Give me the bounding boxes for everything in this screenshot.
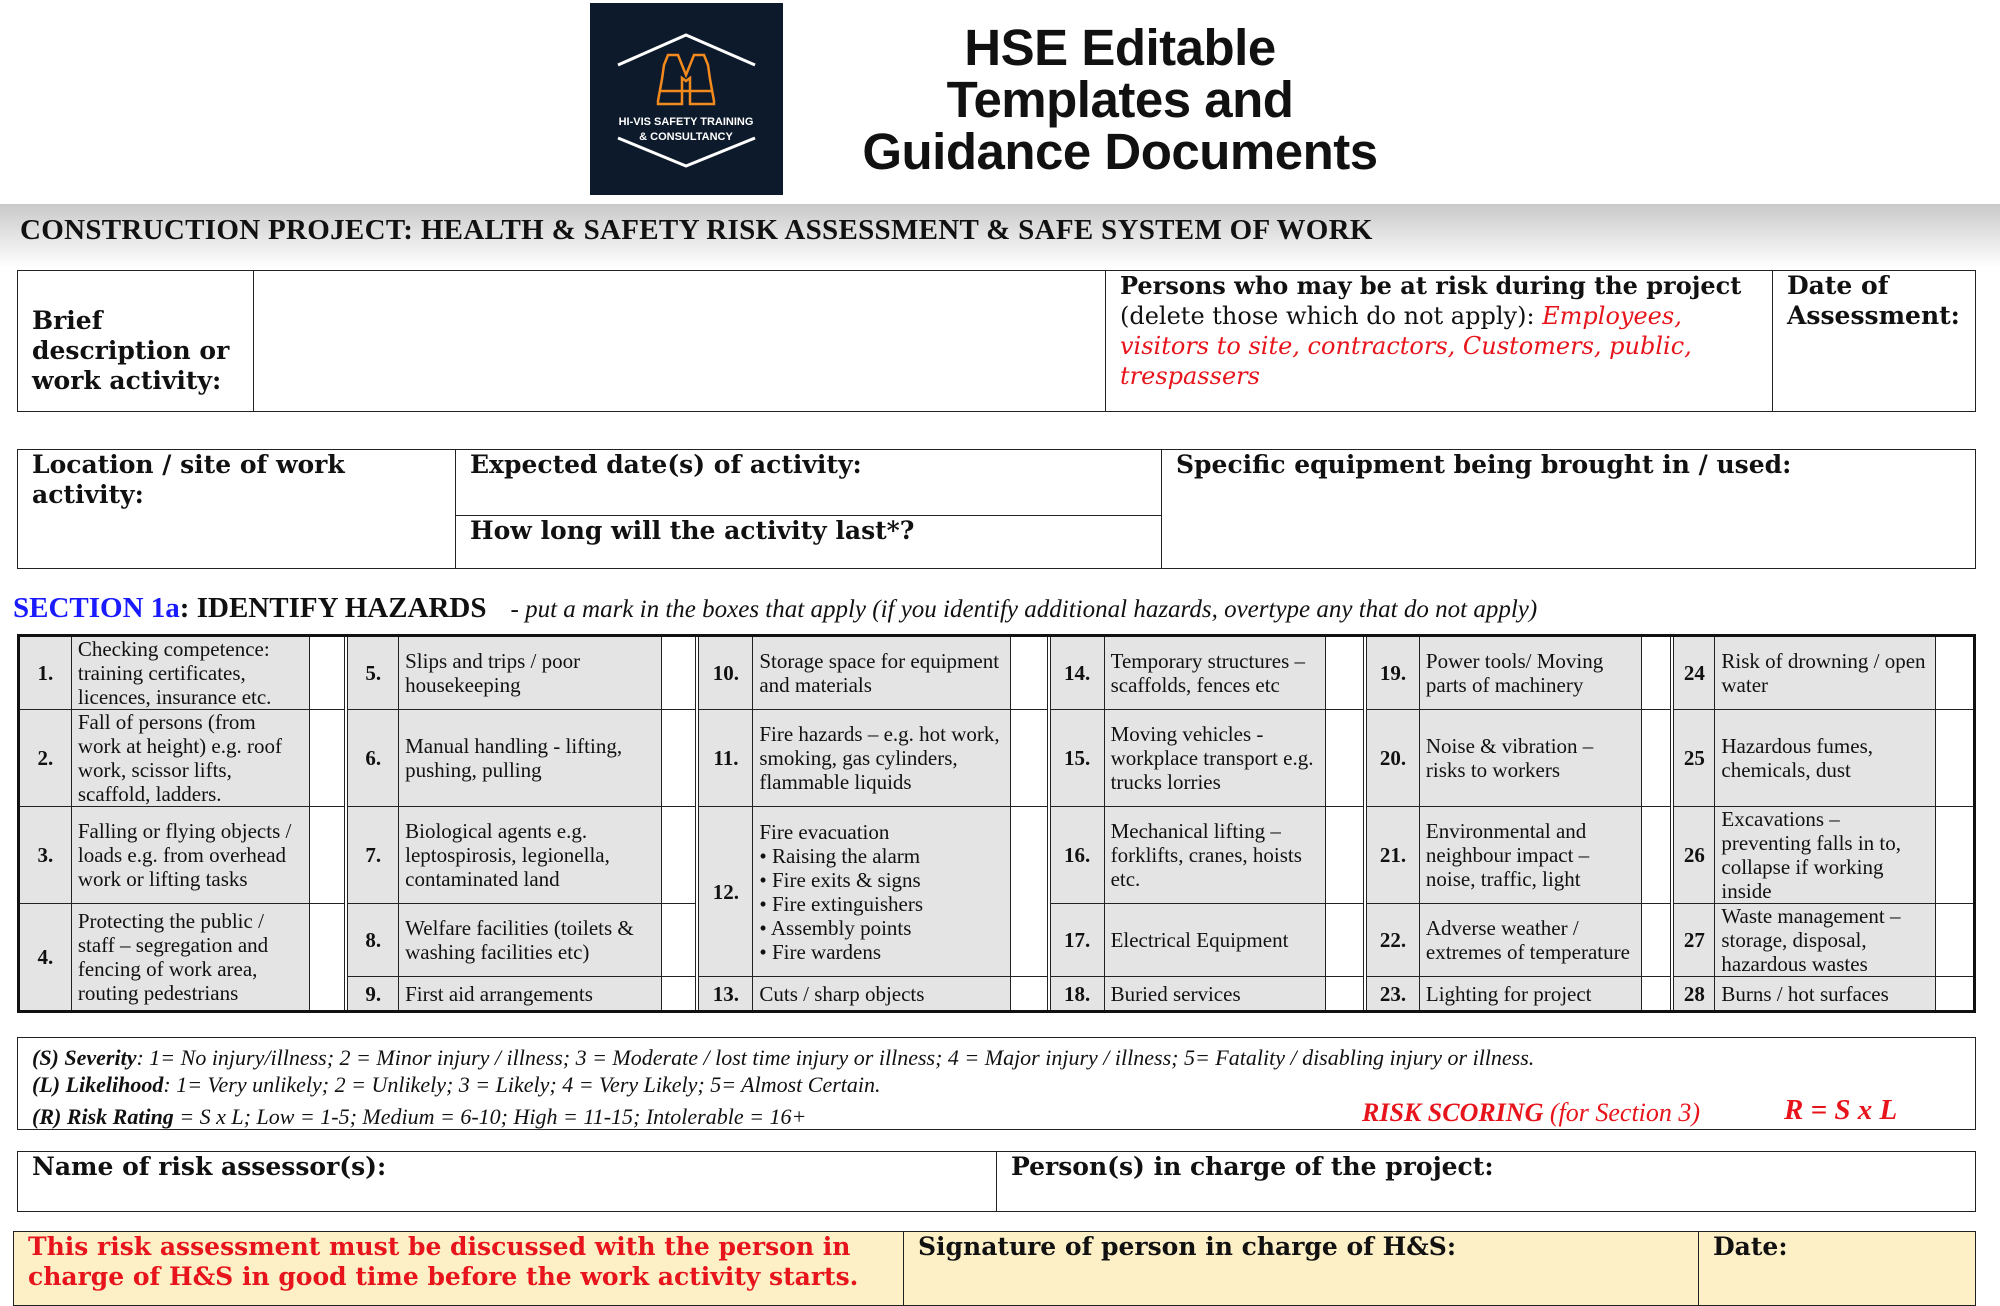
hazard-number: 15. bbox=[1050, 710, 1104, 807]
hazard-checkbox[interactable] bbox=[1935, 710, 1974, 807]
hazard-number: 11. bbox=[699, 710, 753, 807]
hazard-number: 5. bbox=[348, 636, 399, 710]
hazard-number: 24 bbox=[1674, 636, 1715, 710]
svg-text:HI-VIS SAFETY TRAINING: HI-VIS SAFETY TRAINING bbox=[618, 116, 754, 128]
hazard-number: 6. bbox=[348, 710, 399, 807]
hazard-label: First aid arrangements bbox=[399, 977, 661, 1012]
hazard-checkbox[interactable] bbox=[661, 904, 696, 977]
severity-line: (S) Severity: 1= No injury/illness; 2 = Minor injury / illness; 3 = Moderate / lost time injury or illness; 4 = Major injury / illness; 5= Fatality / disabling injury or illness. bbox=[32, 1045, 1535, 1070]
hazard-label: Manual handling - lifting, pushing, pulling bbox=[399, 710, 661, 807]
hazard-label: Temporary structures – scaffolds, fences etc bbox=[1104, 636, 1326, 710]
document-title bbox=[800, 19, 1440, 180]
hazard-number: 27 bbox=[1674, 904, 1715, 977]
persons-hint: (delete those which do not apply): bbox=[1120, 302, 1543, 330]
hazard-checkbox[interactable] bbox=[1010, 977, 1047, 1012]
brief-description-label: Brief description or work activity: bbox=[18, 271, 254, 412]
hazard-number: 4. bbox=[19, 904, 72, 1012]
hazard-label: Cuts / sharp objects bbox=[753, 977, 1010, 1012]
hazard-number: 13. bbox=[699, 977, 753, 1012]
person-in-charge-label[interactable]: Person(s) in charge of the project: bbox=[997, 1152, 1976, 1212]
persons-at-risk-label: Persons who may be at risk during the project bbox=[1120, 271, 1742, 300]
hazard-label: Electrical Equipment bbox=[1104, 904, 1326, 977]
hazard-checkbox[interactable] bbox=[1935, 904, 1974, 977]
hazard-number: 3. bbox=[19, 807, 72, 904]
section-number: SECTION 1a bbox=[13, 592, 180, 624]
list-item: • Raising the alarm bbox=[759, 844, 1003, 868]
likelihood-line: (L) Likelihood: 1= Very unlikely; 2 = Unlikely; 3 = Likely; 4 = Very Likely; 5= Almost Certain. bbox=[32, 1072, 881, 1097]
section-instruction: - put a mark in the boxes that apply (if you identify additional hazards, overtype any that do not apply) bbox=[510, 596, 1538, 623]
hazard-number: 18. bbox=[1050, 977, 1104, 1012]
title-line: HSE Editable bbox=[964, 19, 1276, 76]
hazard-number: 21. bbox=[1366, 807, 1419, 904]
title-line: Guidance Documents bbox=[862, 123, 1378, 180]
hazard-checkbox[interactable] bbox=[1641, 807, 1671, 904]
list-item: • Fire wardens bbox=[759, 940, 1003, 964]
hazard-number: 19. bbox=[1366, 636, 1419, 710]
assessment-info-table bbox=[17, 270, 1976, 412]
hazard-checkbox[interactable] bbox=[310, 710, 345, 807]
hazard-checkbox[interactable] bbox=[661, 807, 696, 904]
hazard-number: 25 bbox=[1674, 710, 1715, 807]
hazard-checkbox[interactable] bbox=[310, 807, 345, 904]
hazard-label: Mechanical lifting – forklifts, cranes, hoists etc. bbox=[1104, 807, 1326, 904]
expected-dates-label[interactable]: Expected date(s) of activity: bbox=[456, 450, 1162, 516]
location-label[interactable]: Location / site of work activity: bbox=[18, 450, 456, 569]
hazard-checkbox[interactable] bbox=[310, 904, 345, 1012]
hazard-label: Risk of drowning / open water bbox=[1715, 636, 1936, 710]
hazard-number: 20. bbox=[1366, 710, 1419, 807]
hazard-label: Burns / hot surfaces bbox=[1715, 977, 1936, 1012]
hazard-checkbox[interactable] bbox=[1935, 636, 1974, 710]
signoff-table bbox=[13, 1231, 1976, 1306]
hazard-label: Adverse weather / extremes of temperature bbox=[1419, 904, 1641, 977]
hazard-checkbox[interactable] bbox=[661, 710, 696, 807]
main-heading: CONSTRUCTION PROJECT: HEALTH & SAFETY RISK ASSESSMENT & SAFE SYSTEM OF WORK bbox=[20, 214, 1373, 246]
hazard-label: Fire hazards – e.g. hot work, smoking, gas cylinders, flammable liquids bbox=[753, 710, 1010, 807]
title-line: Templates and bbox=[946, 71, 1294, 128]
list-item: • Fire exits & signs bbox=[759, 868, 1003, 892]
hazard-label: Falling or flying objects / loads e.g. from overhead work or lifting tasks bbox=[71, 807, 310, 904]
activity-info-table bbox=[17, 449, 1976, 569]
hazard-number: 2. bbox=[19, 710, 72, 807]
hazard-checkbox[interactable] bbox=[310, 636, 345, 710]
hazard-label: Power tools/ Moving parts of machinery bbox=[1419, 636, 1641, 710]
hazard-checkbox[interactable] bbox=[1326, 977, 1364, 1012]
svg-text:& CONSULTANCY: & CONSULTANCY bbox=[639, 131, 733, 143]
company-logo bbox=[590, 3, 783, 195]
hazard-checkbox[interactable] bbox=[1641, 636, 1671, 710]
risk-rating-line: (R) Risk Rating = S x L; Low = 1-5; Medium = 6-10; High = 11-15; Intolerable = 16+ RISK SCORING (for Section 3) R = S x L bbox=[32, 1094, 1898, 1129]
hazard-checkbox[interactable] bbox=[1010, 710, 1047, 807]
hazards-table bbox=[17, 634, 1976, 1013]
hazard-checkbox[interactable] bbox=[1641, 710, 1671, 807]
hazard-number: 8. bbox=[348, 904, 399, 977]
hazard-label: Lighting for project bbox=[1419, 977, 1641, 1012]
hazard-number: 16. bbox=[1050, 807, 1104, 904]
date-of-assessment-label[interactable]: Date of Assessment: bbox=[1773, 271, 1976, 412]
hazard-number: 7. bbox=[348, 807, 399, 904]
hazard-number: 17. bbox=[1050, 904, 1104, 977]
hazard-number: 14. bbox=[1050, 636, 1104, 710]
signoff-date-label[interactable]: Date: bbox=[1699, 1232, 1976, 1306]
hazard-checkbox[interactable] bbox=[1326, 710, 1364, 807]
hazard-label: Buried services bbox=[1104, 977, 1326, 1012]
hazard-checkbox[interactable] bbox=[1326, 807, 1364, 904]
hazard-number: 10. bbox=[699, 636, 753, 710]
hazard-label: Biological agents e.g. leptospirosis, legionella, contaminated land bbox=[399, 807, 661, 904]
hazard-label: Excavations – preventing falls in to, collapse if working inside bbox=[1715, 807, 1936, 904]
hazard-label: Environmental and neighbour impact – noise, traffic, light bbox=[1419, 807, 1641, 904]
hazard-checkbox[interactable] bbox=[1641, 977, 1671, 1012]
hazard-checkbox[interactable] bbox=[1326, 904, 1364, 977]
hazard-label: Slips and trips / poor housekeeping bbox=[399, 636, 661, 710]
section-heading: SECTION 1a: IDENTIFY HAZARDS - put a mark in the boxes that apply (if you identify additional hazards, overtype any that do not apply) bbox=[13, 592, 1538, 624]
hazard-checkbox[interactable] bbox=[1641, 904, 1671, 977]
hazard-label: Welfare facilities (toilets & washing facilities etc) bbox=[399, 904, 661, 977]
hazard-number: 1. bbox=[19, 636, 72, 710]
section-title: IDENTIFY HAZARDS bbox=[196, 592, 487, 624]
list-item: • Assembly points bbox=[759, 916, 1003, 940]
signoff-notice: This risk assessment must be discussed with the person in charge of H&S in good time before the work activity starts. bbox=[14, 1232, 904, 1306]
list-item: • Fire extinguishers bbox=[759, 892, 1003, 916]
persons-at-risk-cell[interactable] bbox=[1106, 271, 1773, 412]
persons-list: Employees, visitors to site, contractors, Customers, public, trespassers bbox=[1120, 302, 1692, 390]
hazard-label: Storage space for equipment and materials bbox=[753, 636, 1010, 710]
hazard-label: Fire evacuation • Raising the alarm • Fire exits & signs • Fire extinguishers • Assembly points • Fire wardens bbox=[753, 807, 1010, 977]
equipment-label[interactable]: Specific equipment being brought in / used: bbox=[1162, 450, 1976, 569]
hazard-label: Moving vehicles - workplace transport e.g. trucks lorries bbox=[1104, 710, 1326, 807]
hazard-number: 26 bbox=[1674, 807, 1715, 904]
brief-description-field[interactable] bbox=[254, 271, 1106, 412]
hazard-checkbox[interactable] bbox=[1326, 636, 1364, 710]
hazard-label: Hazardous fumes, chemicals, dust bbox=[1715, 710, 1936, 807]
hazard-checkbox[interactable] bbox=[661, 977, 696, 1012]
hazard-label: Waste management – storage, disposal, hazardous wastes bbox=[1715, 904, 1936, 977]
people-table bbox=[17, 1151, 1976, 1212]
hazard-checkbox[interactable] bbox=[1935, 977, 1974, 1012]
hazard-label: Noise & vibration – risks to workers bbox=[1419, 710, 1641, 807]
fire-evacuation-list bbox=[759, 844, 1003, 964]
risk-scoring-label: RISK SCORING (for Section 3) bbox=[1362, 1098, 1701, 1127]
risk-scoring-legend bbox=[17, 1037, 1976, 1130]
hazard-checkbox[interactable] bbox=[1010, 807, 1047, 977]
hazard-number: 28 bbox=[1674, 977, 1715, 1012]
hazard-number: 22. bbox=[1366, 904, 1419, 977]
hazard-label: Protecting the public / staff – segregation and fencing of work area, routing pedestrians bbox=[71, 904, 310, 1012]
duration-label[interactable]: How long will the activity last*? bbox=[456, 516, 1162, 569]
hazard-number: 9. bbox=[348, 977, 399, 1012]
hazard-label: Fall of persons (from work at height) e.g. roof work, scissor lifts, scaffold, ladders. bbox=[71, 710, 310, 807]
signature-label[interactable]: Signature of person in charge of H&S: bbox=[904, 1232, 1699, 1306]
hazard-label: Checking competence: training certificates, licences, insurance etc. bbox=[71, 636, 310, 710]
hazard-checkbox[interactable] bbox=[661, 636, 696, 710]
hazard-number: 23. bbox=[1366, 977, 1419, 1012]
hazard-checkbox[interactable] bbox=[1935, 807, 1974, 904]
hi-vis-vest-icon bbox=[590, 3, 783, 195]
hazard-number: 12. bbox=[699, 807, 753, 977]
risk-formula: R = S x L bbox=[1784, 1094, 1898, 1126]
hazard-checkbox[interactable] bbox=[1010, 636, 1047, 710]
risk-assessor-label[interactable]: Name of risk assessor(s): bbox=[18, 1152, 997, 1212]
